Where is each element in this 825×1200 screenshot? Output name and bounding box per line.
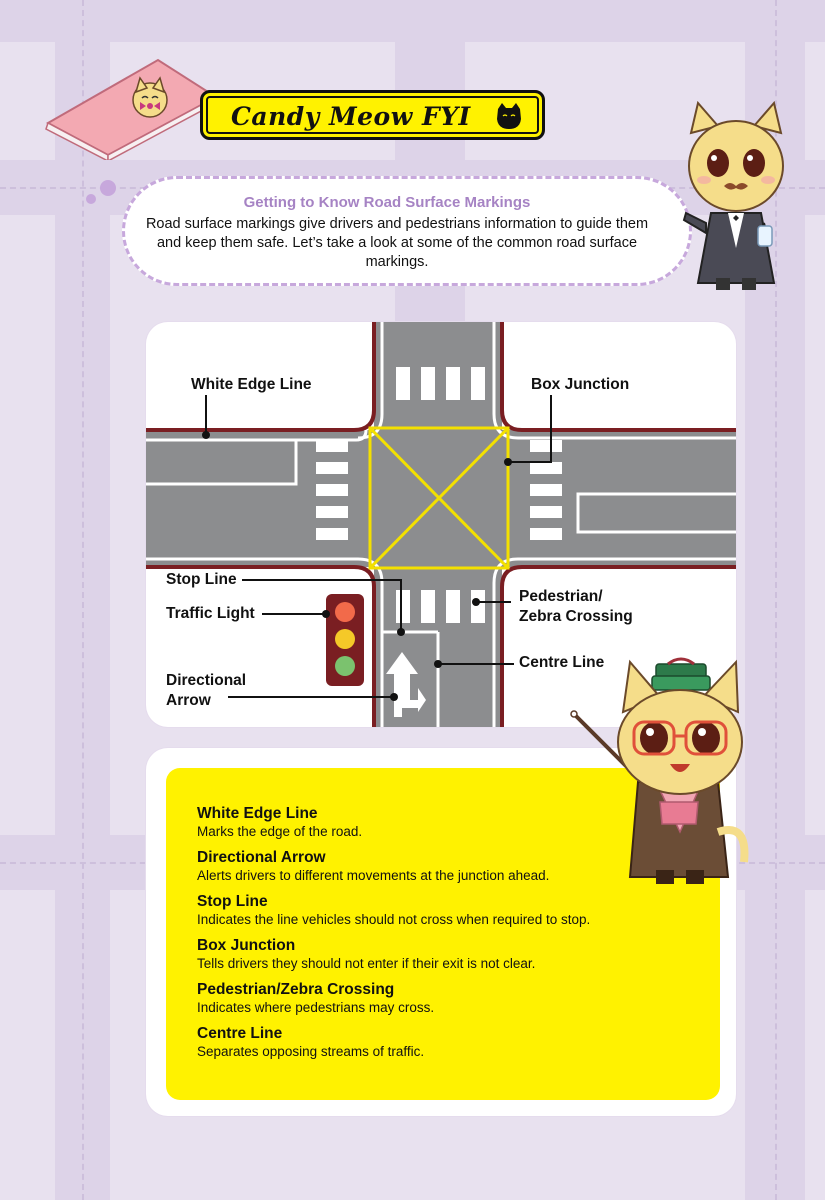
leader-dot [202,431,210,439]
intro-bubble [122,176,692,286]
label-white-edge-line: White Edge Line [191,376,312,393]
item-title: Stop Line [197,893,268,910]
bubble-dot [100,180,116,196]
list-item [197,1024,697,1060]
traffic-light-icon [326,594,364,686]
label-directional-arrow: Directional Arrow [166,672,247,709]
butler-cat-illustration [676,98,796,293]
cat-head-icon [494,101,524,131]
leader-dot [504,458,512,466]
item-title: White Edge Line [197,805,318,822]
notebook-icon [38,55,223,160]
intro-title: Getting to Know Road Surface Markings [243,194,531,211]
teacher-cat-illustration [568,652,768,887]
item-desc: Separates opposing streams of traffic. [197,1044,425,1059]
label-pedestrian-crossing: Pedestrian/ Zebra Crossing [519,588,633,625]
item-title: Box Junction [197,937,296,954]
list-item [197,892,697,928]
item-title: Directional Arrow [197,849,326,866]
item-desc: Alerts drivers to different movements at the junction ahead. [197,868,550,883]
header-banner [200,90,545,140]
label-traffic-light: Traffic Light [166,605,255,622]
leader-dot [322,610,330,618]
list-item [197,936,697,972]
item-desc: Indicates where pedestrians may cross. [197,1000,435,1015]
leader-dot [434,660,442,668]
leader-dot [397,628,405,636]
page-title: Candy Meow FYI [231,102,471,131]
label-box-junction: Box Junction [531,376,630,393]
background-dash [82,0,84,1200]
label-stop-line: Stop Line [166,571,237,588]
item-desc: Marks the edge of the road. [197,824,363,839]
leader-dot [390,693,398,701]
leader-dot [472,598,480,606]
item-title: Pedestrian/Zebra Crossing [197,981,395,998]
bubble-dot [86,194,96,204]
list-item [197,980,697,1016]
item-desc: Indicates the line vehicles should not cross when required to stop. [197,912,591,927]
item-desc: Tells drivers they should not enter if their exit is not clear. [197,956,536,971]
item-title: Centre Line [197,1025,283,1042]
intro-body: Road surface markings give drivers and pedestrians information to guide them and keep them safe. Let’s take a look at some of the common road surface markings. [145,216,649,270]
label-centre-line: Centre Line [519,654,605,671]
